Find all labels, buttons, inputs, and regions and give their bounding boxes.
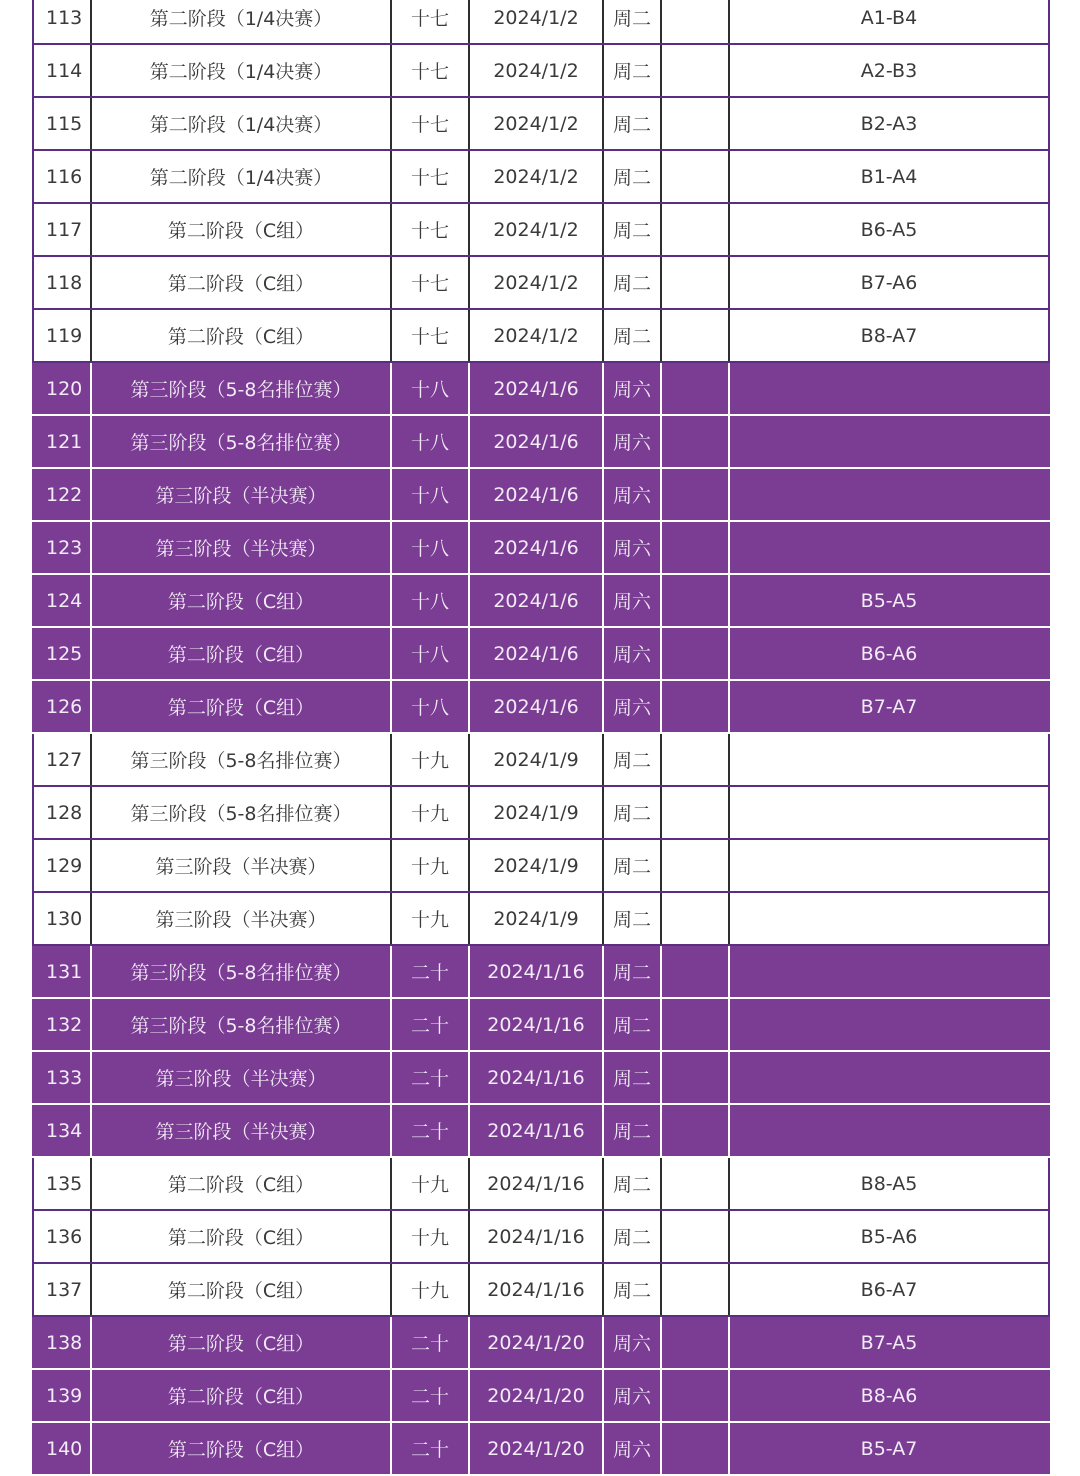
stage-cell: 第二阶段（1/4决赛）: [91, 97, 391, 150]
match-number-cell: 134: [33, 1104, 91, 1157]
table-row: [33, 1157, 1049, 1210]
empty-cell: [661, 1369, 729, 1422]
stage-cell: 第二阶段（C组）: [91, 1210, 391, 1263]
round-cell: 十七: [391, 256, 469, 309]
round-cell: 十七: [391, 203, 469, 256]
date-cell: 2024/1/16: [469, 1210, 603, 1263]
matchup-cell: B6-A5: [729, 203, 1049, 256]
empty-cell: [661, 786, 729, 839]
weekday-cell: 周二: [603, 256, 661, 309]
round-cell: 十七: [391, 44, 469, 97]
stage-cell: 第三阶段（5-8名排位赛）: [91, 786, 391, 839]
match-number-cell: 114: [33, 44, 91, 97]
empty-cell: [661, 468, 729, 521]
date-cell: 2024/1/9: [469, 733, 603, 786]
round-cell: 二十: [391, 1369, 469, 1422]
empty-cell: [661, 44, 729, 97]
round-cell: 十八: [391, 468, 469, 521]
weekday-cell: 周二: [603, 1157, 661, 1210]
matchup-cell: B5-A5: [729, 574, 1049, 627]
round-cell: 十九: [391, 1157, 469, 1210]
date-cell: 2024/1/16: [469, 1157, 603, 1210]
round-cell: 十九: [391, 892, 469, 945]
weekday-cell: 周六: [603, 1316, 661, 1369]
empty-cell: [661, 1104, 729, 1157]
weekday-cell: 周二: [603, 1210, 661, 1263]
matchup-cell: B8-A5: [729, 1157, 1049, 1210]
weekday-cell: 周二: [603, 1051, 661, 1104]
date-cell: 2024/1/6: [469, 362, 603, 415]
stage-cell: 第三阶段（半决赛）: [91, 521, 391, 574]
empty-cell: [661, 627, 729, 680]
matchup-cell: B7-A7: [729, 680, 1049, 733]
match-number-cell: 130: [33, 892, 91, 945]
match-number-cell: 128: [33, 786, 91, 839]
match-number-cell: 140: [33, 1422, 91, 1475]
round-cell: 十八: [391, 521, 469, 574]
table-row: [33, 998, 1049, 1051]
round-cell: 十八: [391, 574, 469, 627]
empty-cell: [661, 1263, 729, 1316]
table-row: [33, 0, 1049, 44]
table-row: [33, 362, 1049, 415]
matchup-cell: [729, 839, 1049, 892]
round-cell: 二十: [391, 1316, 469, 1369]
stage-cell: 第三阶段（5-8名排位赛）: [91, 362, 391, 415]
table-row: [33, 1210, 1049, 1263]
stage-cell: 第二阶段（C组）: [91, 627, 391, 680]
stage-cell: 第二阶段（1/4决赛）: [91, 44, 391, 97]
weekday-cell: 周二: [603, 945, 661, 998]
matchup-cell: [729, 892, 1049, 945]
date-cell: 2024/1/20: [469, 1369, 603, 1422]
stage-cell: 第三阶段（5-8名排位赛）: [91, 415, 391, 468]
date-cell: 2024/1/6: [469, 521, 603, 574]
empty-cell: [661, 1210, 729, 1263]
date-cell: 2024/1/16: [469, 945, 603, 998]
match-number-cell: 129: [33, 839, 91, 892]
date-cell: 2024/1/16: [469, 1263, 603, 1316]
table-row: [33, 150, 1049, 203]
matchup-cell: [729, 362, 1049, 415]
round-cell: 二十: [391, 1104, 469, 1157]
matchup-cell: B6-A6: [729, 627, 1049, 680]
matchup-cell: B5-A7: [729, 1422, 1049, 1475]
stage-cell: 第三阶段（半决赛）: [91, 892, 391, 945]
matchup-cell: B8-A6: [729, 1369, 1049, 1422]
date-cell: 2024/1/9: [469, 892, 603, 945]
weekday-cell: 周二: [603, 839, 661, 892]
date-cell: 2024/1/2: [469, 309, 603, 362]
weekday-cell: 周二: [603, 203, 661, 256]
round-cell: 十八: [391, 362, 469, 415]
match-number-cell: 120: [33, 362, 91, 415]
table-row: [33, 468, 1049, 521]
date-cell: 2024/1/6: [469, 415, 603, 468]
round-cell: 十七: [391, 150, 469, 203]
matchup-cell: B7-A5: [729, 1316, 1049, 1369]
empty-cell: [661, 203, 729, 256]
round-cell: 十七: [391, 309, 469, 362]
table-row: [33, 1422, 1049, 1475]
date-cell: 2024/1/16: [469, 1051, 603, 1104]
date-cell: 2024/1/2: [469, 256, 603, 309]
empty-cell: [661, 0, 729, 44]
empty-cell: [661, 362, 729, 415]
matchup-cell: B1-A4: [729, 150, 1049, 203]
table-row: [33, 203, 1049, 256]
match-number-cell: 139: [33, 1369, 91, 1422]
date-cell: 2024/1/6: [469, 574, 603, 627]
empty-cell: [661, 574, 729, 627]
empty-cell: [661, 309, 729, 362]
stage-cell: 第三阶段（5-8名排位赛）: [91, 945, 391, 998]
round-cell: 二十: [391, 1051, 469, 1104]
table-row: [33, 1316, 1049, 1369]
stage-cell: 第二阶段（C组）: [91, 203, 391, 256]
matchup-cell: [729, 998, 1049, 1051]
date-cell: 2024/1/16: [469, 998, 603, 1051]
match-number-cell: 127: [33, 733, 91, 786]
matchup-cell: A1-B4: [729, 0, 1049, 44]
weekday-cell: 周二: [603, 786, 661, 839]
empty-cell: [661, 839, 729, 892]
empty-cell: [661, 415, 729, 468]
weekday-cell: 周二: [603, 150, 661, 203]
weekday-cell: 周六: [603, 680, 661, 733]
empty-cell: [661, 945, 729, 998]
table-row: [33, 892, 1049, 945]
empty-cell: [661, 1051, 729, 1104]
table-row: [33, 521, 1049, 574]
match-number-cell: 119: [33, 309, 91, 362]
empty-cell: [661, 97, 729, 150]
weekday-cell: 周六: [603, 468, 661, 521]
round-cell: 十九: [391, 733, 469, 786]
stage-cell: 第三阶段（半决赛）: [91, 468, 391, 521]
match-number-cell: 124: [33, 574, 91, 627]
matchup-cell: B8-A7: [729, 309, 1049, 362]
table-row: [33, 415, 1049, 468]
match-number-cell: 116: [33, 150, 91, 203]
table-row: [33, 309, 1049, 362]
match-number-cell: 122: [33, 468, 91, 521]
table-row: [33, 1104, 1049, 1157]
stage-cell: 第二阶段（1/4决赛）: [91, 0, 391, 44]
table-row: [33, 627, 1049, 680]
date-cell: 2024/1/9: [469, 786, 603, 839]
matchup-cell: [729, 468, 1049, 521]
table-row: [33, 733, 1049, 786]
empty-cell: [661, 521, 729, 574]
match-number-cell: 137: [33, 1263, 91, 1316]
matchup-cell: [729, 786, 1049, 839]
matchup-cell: B7-A6: [729, 256, 1049, 309]
table-row: [33, 97, 1049, 150]
matchup-cell: [729, 415, 1049, 468]
date-cell: 2024/1/6: [469, 680, 603, 733]
round-cell: 十八: [391, 627, 469, 680]
matchup-cell: [729, 521, 1049, 574]
match-number-cell: 118: [33, 256, 91, 309]
table-row: [33, 256, 1049, 309]
round-cell: 二十: [391, 998, 469, 1051]
round-cell: 十九: [391, 1263, 469, 1316]
matchup-cell: [729, 1104, 1049, 1157]
match-number-cell: 136: [33, 1210, 91, 1263]
weekday-cell: 周二: [603, 1104, 661, 1157]
date-cell: 2024/1/2: [469, 97, 603, 150]
round-cell: 十九: [391, 1210, 469, 1263]
table-row: [33, 680, 1049, 733]
weekday-cell: 周二: [603, 1263, 661, 1316]
match-number-cell: 133: [33, 1051, 91, 1104]
round-cell: 十八: [391, 415, 469, 468]
schedule-table: [32, 0, 1050, 1476]
weekday-cell: 周六: [603, 627, 661, 680]
matchup-cell: A2-B3: [729, 44, 1049, 97]
stage-cell: 第三阶段（5-8名排位赛）: [91, 998, 391, 1051]
stage-cell: 第二阶段（C组）: [91, 256, 391, 309]
empty-cell: [661, 998, 729, 1051]
round-cell: 十八: [391, 680, 469, 733]
weekday-cell: 周二: [603, 892, 661, 945]
round-cell: 二十: [391, 1422, 469, 1475]
matchup-cell: [729, 1051, 1049, 1104]
stage-cell: 第二阶段（C组）: [91, 574, 391, 627]
table-row: [33, 786, 1049, 839]
stage-cell: 第三阶段（半决赛）: [91, 1104, 391, 1157]
stage-cell: 第二阶段（C组）: [91, 1422, 391, 1475]
empty-cell: [661, 256, 729, 309]
date-cell: 2024/1/20: [469, 1422, 603, 1475]
weekday-cell: 周六: [603, 1369, 661, 1422]
stage-cell: 第二阶段（1/4决赛）: [91, 150, 391, 203]
matchup-cell: [729, 733, 1049, 786]
table-row: [33, 44, 1049, 97]
table-row: [33, 574, 1049, 627]
stage-cell: 第三阶段（半决赛）: [91, 1051, 391, 1104]
table-row: [33, 1051, 1049, 1104]
empty-cell: [661, 733, 729, 786]
match-number-cell: 138: [33, 1316, 91, 1369]
match-number-cell: 126: [33, 680, 91, 733]
date-cell: 2024/1/2: [469, 150, 603, 203]
match-number-cell: 125: [33, 627, 91, 680]
stage-cell: 第二阶段（C组）: [91, 1369, 391, 1422]
date-cell: 2024/1/2: [469, 203, 603, 256]
stage-cell: 第二阶段（C组）: [91, 680, 391, 733]
match-number-cell: 132: [33, 998, 91, 1051]
empty-cell: [661, 892, 729, 945]
date-cell: 2024/1/20: [469, 1316, 603, 1369]
match-number-cell: 121: [33, 415, 91, 468]
weekday-cell: 周六: [603, 521, 661, 574]
empty-cell: [661, 1157, 729, 1210]
stage-cell: 第二阶段（C组）: [91, 1316, 391, 1369]
schedule-body: [33, 0, 1049, 1475]
date-cell: 2024/1/2: [469, 44, 603, 97]
matchup-cell: B5-A6: [729, 1210, 1049, 1263]
match-number-cell: 123: [33, 521, 91, 574]
stage-cell: 第二阶段（C组）: [91, 1263, 391, 1316]
date-cell: 2024/1/2: [469, 0, 603, 44]
weekday-cell: 周六: [603, 574, 661, 627]
weekday-cell: 周二: [603, 998, 661, 1051]
match-number-cell: 113: [33, 0, 91, 44]
weekday-cell: 周二: [603, 0, 661, 44]
empty-cell: [661, 1422, 729, 1475]
weekday-cell: 周二: [603, 97, 661, 150]
weekday-cell: 周二: [603, 733, 661, 786]
round-cell: 十九: [391, 786, 469, 839]
round-cell: 二十: [391, 945, 469, 998]
date-cell: 2024/1/9: [469, 839, 603, 892]
round-cell: 十九: [391, 839, 469, 892]
empty-cell: [661, 1316, 729, 1369]
match-number-cell: 115: [33, 97, 91, 150]
stage-cell: 第二阶段（C组）: [91, 309, 391, 362]
weekday-cell: 周六: [603, 415, 661, 468]
table-row: [33, 1263, 1049, 1316]
date-cell: 2024/1/6: [469, 468, 603, 521]
weekday-cell: 周二: [603, 309, 661, 362]
stage-cell: 第三阶段（半决赛）: [91, 839, 391, 892]
round-cell: 十七: [391, 97, 469, 150]
table-row: [33, 839, 1049, 892]
table-row: [33, 1369, 1049, 1422]
match-number-cell: 131: [33, 945, 91, 998]
round-cell: 十七: [391, 0, 469, 44]
matchup-cell: B2-A3: [729, 97, 1049, 150]
stage-cell: 第三阶段（5-8名排位赛）: [91, 733, 391, 786]
matchup-cell: B6-A7: [729, 1263, 1049, 1316]
empty-cell: [661, 680, 729, 733]
empty-cell: [661, 150, 729, 203]
date-cell: 2024/1/6: [469, 627, 603, 680]
stage-cell: 第二阶段（C组）: [91, 1157, 391, 1210]
match-number-cell: 117: [33, 203, 91, 256]
matchup-cell: [729, 945, 1049, 998]
date-cell: 2024/1/16: [469, 1104, 603, 1157]
match-number-cell: 135: [33, 1157, 91, 1210]
weekday-cell: 周六: [603, 362, 661, 415]
weekday-cell: 周二: [603, 44, 661, 97]
table-row: [33, 945, 1049, 998]
weekday-cell: 周六: [603, 1422, 661, 1475]
